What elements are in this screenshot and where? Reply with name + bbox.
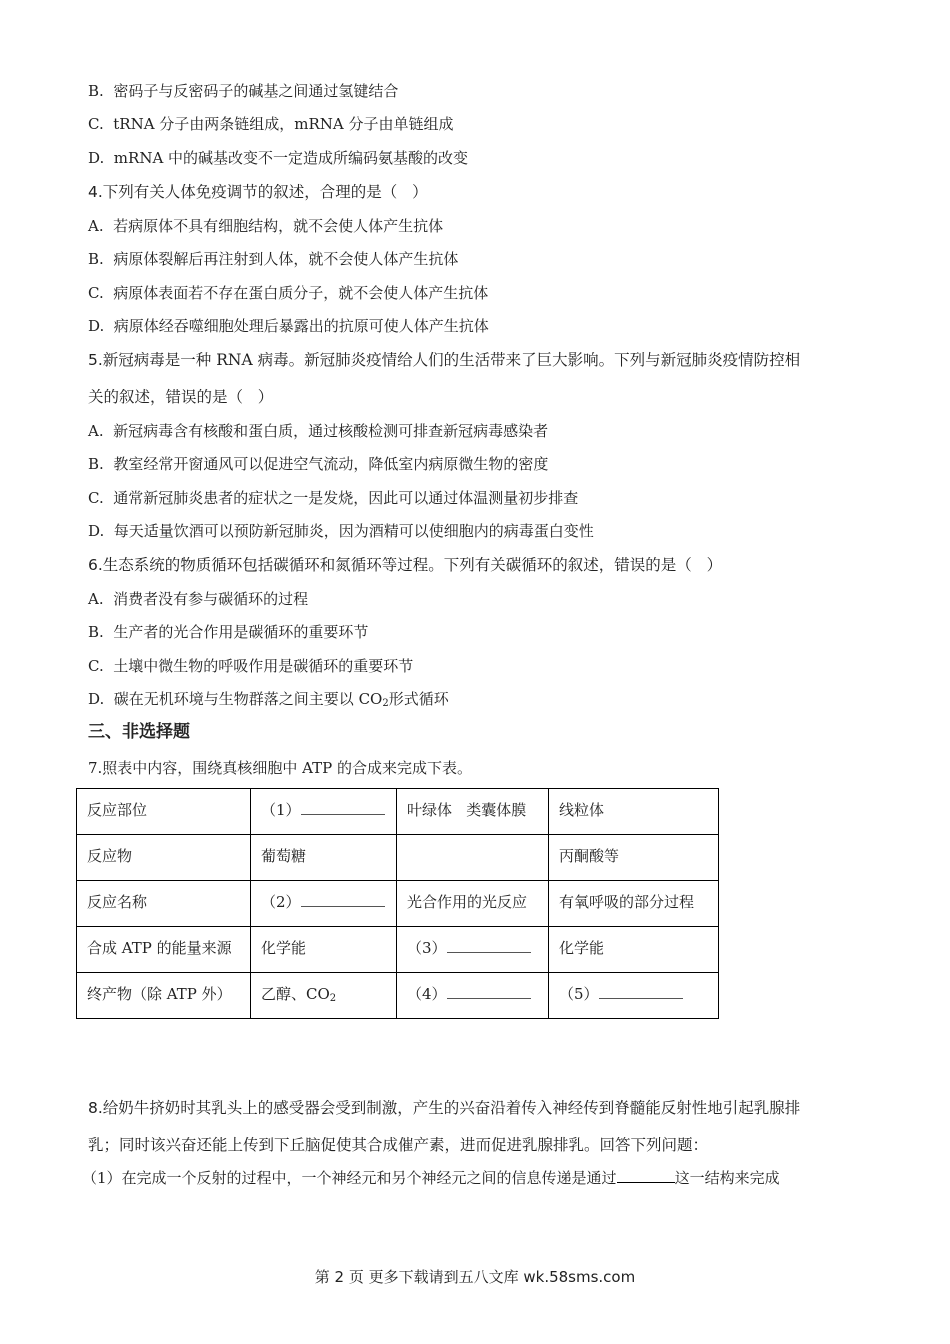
q7-stem: 7.照表中内容，围绕真核细胞中 ATP 的合成来完成下表。: [88, 759, 472, 777]
answer-blank[interactable]: [301, 800, 385, 815]
co2-text: 乙醇、CO: [261, 985, 330, 1003]
q8-stem-line2: 乳；同时该兴奋还能上传到下丘脑促使其合成催产素，进而促进乳腺排乳。回答下列问题：: [88, 1136, 709, 1154]
table-cell: 合成 ATP 的能量来源: [77, 927, 251, 973]
q5-stem-line1: [88, 350, 800, 370]
q8-sub1-text: （1）在完成一个反射的过程中，一个神经元和另个神经元之间的信息传递是通过: [82, 1169, 617, 1187]
q6-option-d-text: D. 碳在无机环境与生物群落之间主要以 CO: [88, 690, 383, 708]
page-footer: 第 2 页 更多下载请到五八文库 wk.58sms.com: [314, 1268, 636, 1286]
answer-blank[interactable]: [599, 984, 683, 999]
table-cell: 丙酮酸等: [549, 835, 719, 881]
table-cell: 化学能: [251, 927, 397, 973]
table-cell: [549, 973, 719, 1019]
q8-sub1-text-end: 这一结构来完成: [674, 1169, 780, 1187]
q8-stem-line1: [88, 1098, 800, 1118]
table-cell: 有氧呼吸的部分过程: [549, 881, 719, 927]
table-cell: [251, 973, 397, 1019]
table-cell: [397, 973, 549, 1019]
table-cell: 叶绿体 类囊体膜: [397, 789, 549, 835]
q4-stem: [88, 182, 428, 202]
table-row: [77, 835, 719, 881]
q4-number: 4.: [88, 183, 103, 201]
answer-blank[interactable]: [447, 938, 531, 953]
table-cell: [251, 881, 397, 927]
q8-subquestion-1: [82, 1168, 780, 1188]
section-heading: 三、非选择题: [88, 722, 190, 742]
q6-option-d-subscript: 2: [382, 698, 389, 709]
q6-option-d: [88, 689, 449, 714]
table-cell: 反应名称: [77, 881, 251, 927]
blank-label: （1）: [261, 801, 301, 819]
answer-blank[interactable]: [617, 1168, 675, 1183]
table-row: [77, 881, 719, 927]
q5-number: 5.: [88, 351, 103, 369]
q6-option-b: B. 生产者的光合作用是碳循环的重要环节: [88, 623, 369, 641]
table-cell: 反应物: [77, 835, 251, 881]
q3-option-c: C. tRNA 分子由两条链组成，mRNA 分子由单链组成: [88, 115, 454, 133]
table-cell: [397, 835, 549, 881]
q5-option-a: A. 新冠病毒含有核酸和蛋白质，通过核酸检测可排查新冠病毒感染者: [88, 422, 549, 440]
q6-option-d-text-end: 形式循环: [388, 690, 449, 708]
blank-label: （4）: [407, 985, 447, 1003]
q4-text: 下列有关人体免疫调节的叙述，合理的是（ ）: [102, 183, 428, 201]
answer-blank[interactable]: [301, 892, 385, 907]
table-cell: 葡萄糖: [251, 835, 397, 881]
q3-option-d: D. mRNA 中的碱基改变不一定造成所编码氨基酸的改变: [88, 149, 469, 167]
atp-table: [76, 788, 719, 1019]
q5-option-b: B. 教室经常开窗通风可以促进空气流动，降低室内病原微生物的密度: [88, 455, 549, 473]
q4-option-d: D. 病原体经吞噬细胞处理后暴露出的抗原可使人体产生抗体: [88, 317, 489, 335]
table-cell: [251, 789, 397, 835]
q5-option-c: C. 通常新冠肺炎患者的症状之一是发烧，因此可以通过体温测量初步排查: [88, 489, 579, 507]
table-cell: 化学能: [549, 927, 719, 973]
q5-option-d: D. 每天适量饮酒可以预防新冠肺炎，因为酒精可以使细胞内的病毒蛋白变性: [88, 522, 594, 540]
table-cell: 线粒体: [549, 789, 719, 835]
table-cell: [397, 927, 549, 973]
blank-label: （2）: [261, 893, 301, 911]
q5-stem-line2: 关的叙述，错误的是（ ）: [88, 388, 274, 406]
q6-text: 生态系统的物质循环包括碳循环和氮循环等过程。下列有关碳循环的叙述，错误的是（ ）: [102, 556, 723, 574]
q3-option-b: B. 密码子与反密码子的碱基之间通过氢键结合: [88, 82, 399, 100]
q6-option-c: C. 土壤中微生物的呼吸作用是碳循环的重要环节: [88, 657, 414, 675]
table-row: [77, 789, 719, 835]
table-cell: 反应部位: [77, 789, 251, 835]
q4-option-a: A. 若病原体不具有细胞结构，就不会使人体产生抗体: [88, 217, 444, 235]
blank-label: （5）: [559, 985, 599, 1003]
answer-blank[interactable]: [447, 984, 531, 999]
q4-option-b: B. 病原体裂解后再注射到人体，就不会使人体产生抗体: [88, 250, 459, 268]
q8-text-1: 给奶牛挤奶时其乳头上的感受器会受到制激，产生的兴奋沿着传入神经传到脊髓能反射性地引起乳腺排: [102, 1099, 801, 1117]
table-cell: 终产物（除 ATP 外）: [77, 973, 251, 1019]
q6-number: 6.: [88, 556, 103, 574]
table-row: [77, 927, 719, 973]
q6-stem: [88, 555, 722, 575]
q6-option-a: A. 消费者没有参与碳循环的过程: [88, 590, 309, 608]
q8-number: 8.: [88, 1099, 103, 1117]
table-row: [77, 973, 719, 1019]
q5-text-1: 新冠病毒是一种 RNA 病毒。新冠肺炎疫情给人们的生活带来了巨大影响。下列与新冠肺炎疫情防控相: [102, 351, 801, 369]
co2-subscript: 2: [329, 993, 337, 1004]
table-cell: 光合作用的光反应: [397, 881, 549, 927]
q4-option-c: C. 病原体表面若不存在蛋白质分子，就不会使人体产生抗体: [88, 284, 489, 302]
blank-label: （3）: [407, 939, 447, 957]
